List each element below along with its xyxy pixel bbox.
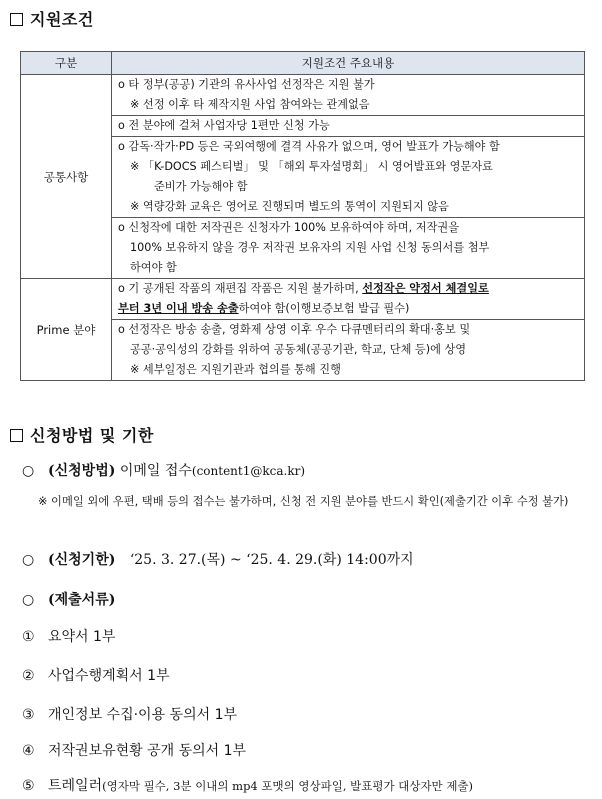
section-title: 지원조건	[30, 10, 94, 29]
application-deadline	[22, 549, 414, 569]
bullet-icon: ○	[22, 463, 35, 479]
method-label: (신청방법)	[48, 463, 116, 479]
checkbox-square-icon	[10, 429, 23, 442]
documents-heading	[22, 589, 115, 609]
deadline-text: ‘25. 3. 27.(목) ~ ‘25. 4. 29.(화) 14:00까지	[129, 552, 414, 568]
method-note: ※ 이메일 외에 우편, 택배 등의 접수는 불가하며, 신청 전 지원 분야를 반드시 확인(제출기간 이후 수정 불가)	[38, 495, 569, 508]
condition-text: 하여야 함(이행보증보험 발급 필수)	[238, 302, 410, 315]
document-name: 사업수행계획서 1부	[48, 668, 170, 684]
number-marker: ①	[22, 629, 35, 645]
header-content: 지원조건 주요내용	[112, 52, 585, 75]
condition-line: 하여야 함	[130, 261, 177, 274]
header-category: 구분	[21, 52, 112, 75]
documents-label: (제출서류)	[48, 592, 116, 608]
condition-emphasis: 부터 3년 이내 방송 송출	[118, 302, 239, 315]
condition-cell	[112, 279, 585, 320]
condition-emphasis: 선정작은 약정서 체결일로	[362, 282, 489, 295]
checkbox-square-icon	[10, 13, 23, 26]
list-item	[22, 626, 115, 646]
document-name: 요약서 1부	[48, 629, 116, 645]
condition-note: ※ 역량강화 교육은 영어로 진행되며 별도의 통역이 지원되지 않음	[130, 200, 449, 213]
condition-note: ※ 「K-DOCS 페스티벌」 및 「해외 투자설명회」 시 영어발표와 영문자료	[130, 160, 493, 173]
category-prime: Prime 분야	[21, 279, 112, 381]
document-name: 개인정보 수집·이용 동의서 1부	[48, 707, 237, 723]
condition-line	[118, 279, 580, 299]
bullet-icon: ○	[22, 592, 35, 608]
condition-line: o 감독·작가·PD 등은 국외여행에 결격 사유가 없으며, 영어 발표가 가능해야 함	[118, 140, 500, 153]
deadline-label: (신청기한)	[48, 552, 116, 568]
section-title: 신청방법 및 기한	[30, 426, 154, 445]
section-heading-application	[10, 423, 154, 446]
method-email: (content1@kca.kr)	[191, 464, 306, 478]
document-name: 트레일러	[48, 778, 103, 794]
condition-cell	[112, 116, 585, 137]
application-method	[22, 460, 305, 480]
condition-cell	[112, 320, 585, 381]
condition-note: ※ 세부일정은 지원기관과 협의를 통해 진행	[130, 363, 341, 376]
section-heading-support-conditions	[10, 7, 94, 30]
table-row	[21, 75, 585, 116]
method-text: 이메일 접수	[119, 463, 192, 479]
document-name: 저작권보유현황 공개 동의서 1부	[48, 743, 247, 759]
condition-line: o 타 정부(공공) 기관의 유사사업 선정작은 지원 불가	[118, 78, 375, 91]
bullet-icon: ○	[22, 552, 35, 568]
list-item	[22, 775, 473, 795]
table-row	[21, 279, 585, 320]
category-common: 공통사항	[21, 75, 112, 279]
list-item	[22, 665, 170, 685]
document-detail: (영자막 필수, 3분 이내의 mp4 포맷의 영상파일, 발표평가 대상자만 제출)	[102, 779, 474, 793]
condition-note: ※ 선정 이후 타 제작지원 사업 참여와는 관계없음	[130, 98, 370, 111]
condition-line: o 전 분야에 걸쳐 사업자당 1편만 신청 가능	[118, 119, 330, 132]
condition-text: o 기 공개된 작품의 재편집 작품은 지원 불가하며,	[118, 282, 363, 295]
condition-cell	[112, 75, 585, 116]
condition-line: o 선정작은 방송 송출, 영화제 상영 이후 우수 다큐멘터리의 확대·홍보 및	[118, 323, 471, 336]
list-item	[22, 704, 237, 724]
condition-note: 준비가 가능해야 함	[154, 180, 248, 193]
condition-line: 공공·공익성의 강화를 위하여 공동체(공공기관, 학교, 단체 등)에 상영	[130, 343, 467, 356]
condition-cell	[112, 137, 585, 218]
table-header-row	[21, 52, 585, 75]
condition-line	[118, 299, 580, 319]
condition-line: o 신청작에 대한 저작권은 신청자가 100% 보유하여야 하며, 저작권을	[118, 221, 460, 234]
condition-cell	[112, 218, 585, 279]
conditions-table	[20, 51, 585, 381]
list-item	[22, 740, 246, 760]
condition-line: 100% 보유하지 않을 경우 저작권 보유자의 지원 사업 신청 동의서를 첨부	[130, 241, 490, 254]
number-marker: ③	[22, 707, 35, 723]
number-marker: ⑤	[22, 778, 35, 794]
number-marker: ②	[22, 668, 35, 684]
number-marker: ④	[22, 743, 35, 759]
